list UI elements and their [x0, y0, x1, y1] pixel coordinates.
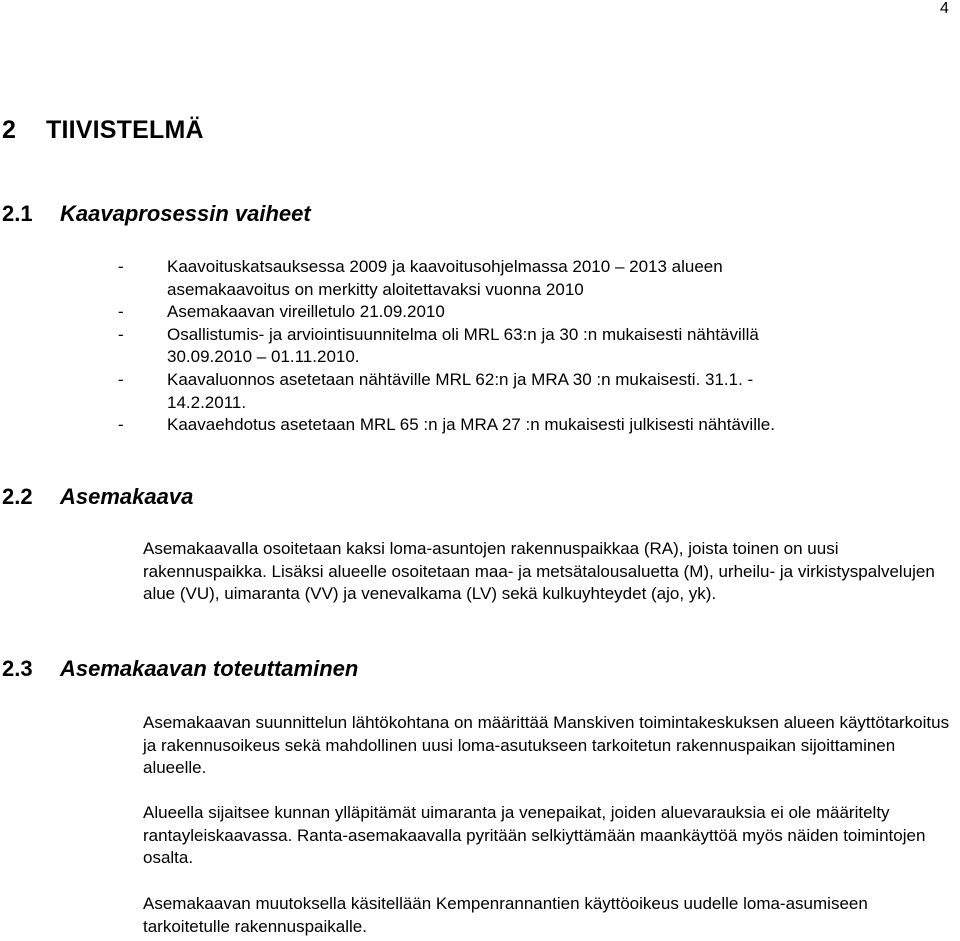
- section-heading-2-1: [2, 201, 311, 227]
- section-number: 2.1: [2, 201, 33, 226]
- list-item-line: 30.09.2010 – 01.11.2010.: [167, 347, 360, 367]
- page-number: 4: [940, 0, 949, 17]
- section-heading-2-2: [2, 484, 193, 510]
- list-item-line: asemakaavoitus on merkitty aloitettavaksi vuonna 2010: [167, 279, 584, 299]
- dash-marker: -: [118, 302, 124, 322]
- list-item-line: Kaavoituskatsauksessa 2009 ja kaavoitusohjelmassa 2010 – 2013 alueen: [167, 257, 723, 276]
- toteuttaminen-paragraph-1: Asemakaavan suunnittelun lähtökohtana on määrittää Manskiven toimintakeskuksen alueen käyttötarkoitus ja rakennusoikeus sekä mahdollinen uusi loma-asutukseen tarkoitetun rakennuspaikan sijoittaminen alueelle.: [143, 713, 950, 778]
- dash-marker: -: [118, 369, 124, 389]
- chapter-number: 2: [2, 116, 17, 144]
- asemakaava-paragraph: Asemakaavalla osoitetaan kaksi loma-asuntojen rakennuspaikkaa (RA), joista toinen on uusi rakennuspaikka. Lisäksi alueelle osoitetaan maa- ja metsätalousaluetta (M), urheilu- ja virkistyspalvelujen alue (VU), uimaranta (VV) ja venevalkama (LV) sekä kulkuyhteydet (ajo, yk).: [143, 539, 935, 604]
- section-heading-2-3: [2, 656, 358, 682]
- list-item-line: Asemakaavan vireilletulo 21.09.2010: [167, 302, 445, 322]
- dash-marker: -: [118, 415, 124, 435]
- section-title: Asemakaava: [60, 484, 194, 509]
- section-number: 2.3: [2, 656, 33, 681]
- section-title: Asemakaavan toteuttaminen: [60, 656, 359, 681]
- list-item: [118, 301, 948, 324]
- section-title: Kaavaprosessin vaiheet: [60, 201, 311, 226]
- dash-marker: -: [118, 257, 124, 276]
- list-item: [118, 369, 948, 414]
- chapter-heading: [2, 116, 204, 145]
- chapter-title: TIIVISTELMÄ: [46, 116, 204, 144]
- toteuttaminen-paragraph-3: Asemakaavan muutoksella käsitellään Kempenrannantien käyttöoikeus uudelle loma-asumiseen tarkoitetulle rakennuspaikalle.: [143, 894, 868, 936]
- toteuttaminen-paragraph-2: Alueella sijaitsee kunnan ylläpitämät uimaranta ja venepaikat, joiden aluevarauksia ei ole määritelty rantayleiskaavassa. Ranta-asemakaavalla pyritään selkiyttämään maankäyttöä myös näiden toimintojen osalta.: [143, 803, 926, 868]
- list-item-line: Kaavaluonnos asetetaan nähtäville MRL 62:n ja MRA 30 :n mukaisesti. 31.1. -: [167, 369, 754, 389]
- list-item-line: Kaavaehdotus asetetaan MRL 65 :n ja MRA 27 :n mukaisesti julkisesti nähtäville.: [167, 415, 775, 435]
- list-item: [118, 414, 948, 437]
- section-number: 2.2: [2, 484, 33, 509]
- list-item: [118, 256, 948, 301]
- list-item: [118, 324, 948, 369]
- list-item-line: 14.2.2011.: [167, 392, 247, 412]
- dash-marker: -: [118, 324, 124, 344]
- process-steps-list: [118, 256, 948, 437]
- list-item-line: Osallistumis- ja arviointisuunnitelma oli MRL 63:n ja 30 :n mukaisesti nähtävillä: [167, 324, 759, 344]
